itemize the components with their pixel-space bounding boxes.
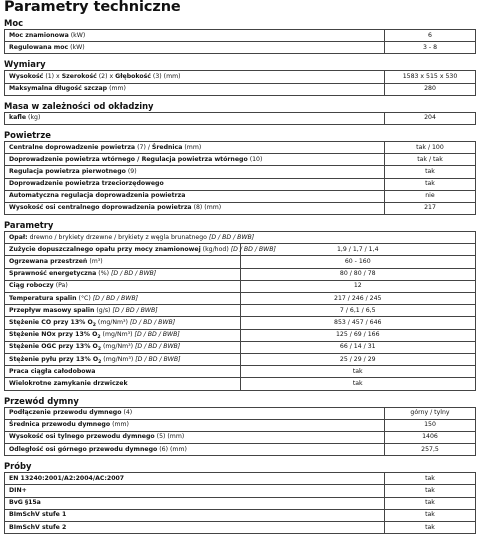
row-unit: (%) <box>98 270 109 278</box>
section-title-masa: Masa w zależności od okładziny <box>4 100 154 111</box>
row-label: Wysokość osi tylnego przewodu dymnego <box>9 433 155 441</box>
row-tags: [D / BD / BWB] <box>129 318 176 326</box>
row-tags: [D / BD / BWB] <box>110 270 157 278</box>
row-label: Automatyczna regulacja doprowadzenia powietrza <box>9 192 186 200</box>
row-label: Temperatura spalin <box>9 294 77 302</box>
row-label: Regulacja powietrza pierwotnego <box>9 167 126 175</box>
section-title-wymiary: Wymiary <box>4 59 46 70</box>
row-value: tak <box>385 497 476 509</box>
table-masa <box>4 112 476 125</box>
table-row <box>5 378 476 390</box>
row-value: 6 <box>385 30 476 42</box>
row-label: DIN+ <box>9 487 27 495</box>
table-row <box>5 256 476 268</box>
row-value: nie <box>385 190 476 202</box>
row-unit: (9) <box>127 167 137 175</box>
row-unit: (10) <box>249 155 263 163</box>
row-unit: (mm) <box>112 421 129 429</box>
row-label: Doprowadzenie powietrza wtórnego / Regulacja powietrza wtórnego <box>9 155 248 163</box>
row-unit: (7) / <box>137 143 152 151</box>
row-value: tak <box>385 473 476 485</box>
row-value: tak / 100 <box>385 141 476 153</box>
row-label: BImSchV stufe 1 <box>9 511 67 519</box>
table-row <box>5 293 476 305</box>
row-value: tak <box>385 166 476 178</box>
row-value: tak / tak <box>385 154 476 166</box>
row-tags: [D / BD / BWB] <box>92 294 139 302</box>
table-row <box>5 353 476 365</box>
row-label: Przepływ masowy spalin <box>9 306 95 314</box>
row-label: Maksymalna długość szczap <box>9 85 108 93</box>
row-unit: (8) (mm) <box>193 204 222 212</box>
row-label: Średnica <box>151 143 183 151</box>
section-title-proby: Próby <box>4 461 32 472</box>
section-wymiary <box>4 57 476 95</box>
table-row <box>5 497 476 509</box>
table-wymiary <box>4 70 476 95</box>
row-label: Stężenie pyłu przy 13% O <box>9 355 99 363</box>
row-label: Regulowana moc <box>9 43 69 51</box>
row-unit: (mm) <box>184 143 202 151</box>
row-value: 1406 <box>385 431 476 443</box>
row-label: Doprowadzenie powietrza trzeciorzędowego <box>9 180 164 188</box>
section-proby <box>4 459 476 534</box>
table-row <box>5 280 476 292</box>
row-label: Stężenie OGC przy 13% O <box>9 343 98 351</box>
row-label: Odległość osi górnego przewodu dymnego <box>9 445 158 453</box>
row-label: Głębokość <box>115 72 151 80</box>
row-label: Stężenie CO przy 13% O <box>9 318 93 326</box>
section-moc <box>4 16 476 54</box>
row-subscript: 2 <box>97 335 101 341</box>
table-row <box>5 419 476 431</box>
row-unit: (5) (mm) <box>156 433 185 441</box>
row-value: 853 / 457 / 646 <box>240 317 476 329</box>
table-row <box>5 268 476 280</box>
row-label: Centralne doprowadzenie powietrza <box>9 143 136 151</box>
row-value: 280 <box>385 83 476 95</box>
row-value: 66 / 14 / 31 <box>240 341 476 353</box>
table-row <box>5 485 476 497</box>
row-label: Wysokość <box>9 72 44 80</box>
row-unit: (g/s) <box>96 306 111 314</box>
row-label: Praca ciągła całodobowa <box>9 367 96 375</box>
row-label: Ogrzewana przestrzeń <box>9 258 88 266</box>
row-value: 1,9 / 1,7 / 1,4 <box>240 244 476 256</box>
row-unit: (mg/Nm³) <box>103 355 134 363</box>
row-unit: (kg/hod) <box>202 245 229 253</box>
table-moc <box>4 29 476 54</box>
table-row <box>5 141 476 153</box>
table-row <box>5 112 476 124</box>
row-label: Opał: <box>9 233 28 241</box>
row-value: tak <box>385 509 476 521</box>
row-value: 150 <box>385 419 476 431</box>
table-row <box>5 190 476 202</box>
row-subscript: 2 <box>97 347 102 353</box>
table-row <box>5 522 476 534</box>
section-powietrze <box>4 128 476 215</box>
row-unit: (1) x <box>45 72 62 80</box>
table-row <box>5 232 476 244</box>
row-label: Stężenie NOx przy 13% O <box>9 331 98 339</box>
table-row <box>5 154 476 166</box>
table-powietrze <box>4 141 476 215</box>
table-row <box>5 341 476 353</box>
row-unit: (mg/Nm³) <box>102 343 133 351</box>
row-text: drewno / brykiety drzewne / brykiety z węgla brunatnego <box>29 233 207 241</box>
table-row <box>5 366 476 378</box>
row-value: 7 / 6,1 / 6,5 <box>240 305 476 317</box>
row-value: 125 / 69 / 166 <box>240 329 476 341</box>
row-label: Szerokość <box>61 72 97 80</box>
row-value: górny / tylny <box>385 407 476 419</box>
row-unit: (mg/Nm³) <box>102 331 133 339</box>
row-value: 3 - 8 <box>385 42 476 54</box>
section-masa <box>4 99 476 125</box>
row-value: 25 / 29 / 29 <box>240 353 476 365</box>
table-proby <box>4 472 476 534</box>
table-row <box>5 431 476 443</box>
section-title-parametry: Parametry <box>4 220 54 231</box>
row-label: Ciąg roboczy <box>9 282 54 290</box>
row-subscript: 2 <box>92 323 96 329</box>
table-row <box>5 329 476 341</box>
table-row <box>5 317 476 329</box>
row-unit: (3) (mm) <box>152 72 181 80</box>
row-unit: (mg/Nm³) <box>97 318 128 326</box>
table-row <box>5 305 476 317</box>
row-unit: (kW) <box>70 31 86 39</box>
table-row <box>5 244 476 256</box>
row-value: tak <box>240 366 476 378</box>
row-unit: (kW) <box>70 43 85 51</box>
row-unit: (6) (mm) <box>159 445 187 453</box>
section-title-moc: Moc <box>4 18 24 28</box>
row-unit: (4) <box>123 409 133 417</box>
row-label: Wysokość osi centralnego doprowadzenia powietrza <box>9 204 192 212</box>
row-tags: [D / BD / BWB] <box>230 245 276 253</box>
row-value: tak <box>385 178 476 190</box>
row-label: kafle <box>9 114 27 122</box>
row-tags: [D / BD / BWB] <box>134 331 180 339</box>
row-value: tak <box>240 378 476 390</box>
row-value: 1583 x 515 x 530 <box>385 71 476 83</box>
table-row <box>5 71 476 83</box>
table-row <box>5 30 476 42</box>
row-label: Średnica przewodu dymnego <box>9 421 111 429</box>
row-value: 80 / 80 / 78 <box>240 268 476 280</box>
row-value: 217 / 246 / 245 <box>240 293 476 305</box>
table-parametry <box>4 231 476 390</box>
table-przewod <box>4 407 476 457</box>
row-value: 257,5 <box>385 444 476 456</box>
row-value: tak <box>385 485 476 497</box>
row-tags: [D / BD / BWB] <box>208 233 255 241</box>
row-unit: (mm) <box>109 85 126 93</box>
table-row <box>5 83 476 95</box>
section-przewod <box>4 394 476 457</box>
row-subscript: 2 <box>98 359 102 365</box>
row-value: 204 <box>385 112 476 124</box>
section-title-przewod: Przewód dymny <box>4 395 79 406</box>
row-tags: [D / BD / BWB] <box>135 355 181 363</box>
row-value: tak <box>385 522 476 534</box>
row-unit: (kg) <box>28 114 41 122</box>
row-label: Wielokrotne zamykanie drzwiczek <box>9 379 128 387</box>
row-label: EN 13240:2001/A2:2004/AC:2007 <box>9 474 125 482</box>
table-row <box>5 407 476 419</box>
row-label: Sprawność energetyczna <box>9 270 97 278</box>
row-value: 217 <box>385 202 476 214</box>
row-label: Podłączenie przewodu dymnego <box>9 409 122 417</box>
row-label: Zużycie dopuszczalnego opału przy mocy znamionowej <box>9 245 201 253</box>
table-row <box>5 178 476 190</box>
page-title: Parametry techniczne <box>4 0 181 15</box>
row-value: 60 - 160 <box>240 256 476 268</box>
row-unit: (2) x <box>98 72 116 80</box>
table-row <box>5 166 476 178</box>
table-row <box>5 444 476 456</box>
row-unit: (°C) <box>78 294 91 302</box>
table-row <box>5 509 476 521</box>
row-unit: (Pa) <box>55 282 68 290</box>
row-tags: [D / BD / BWB] <box>134 343 181 351</box>
table-row <box>5 202 476 214</box>
row-tags: [D / BD / BWB] <box>112 306 158 314</box>
row-label: BImSchV stufe 2 <box>9 523 67 531</box>
table-row <box>5 42 476 54</box>
row-label: BvG §15a <box>9 499 41 507</box>
row-value: 12 <box>240 280 476 292</box>
section-title-powietrze: Powietrze <box>4 129 51 140</box>
section-parametry <box>4 218 476 390</box>
row-label: Moc znamionowa <box>9 31 69 39</box>
row-unit: (m³) <box>89 258 103 266</box>
table-row <box>5 473 476 485</box>
